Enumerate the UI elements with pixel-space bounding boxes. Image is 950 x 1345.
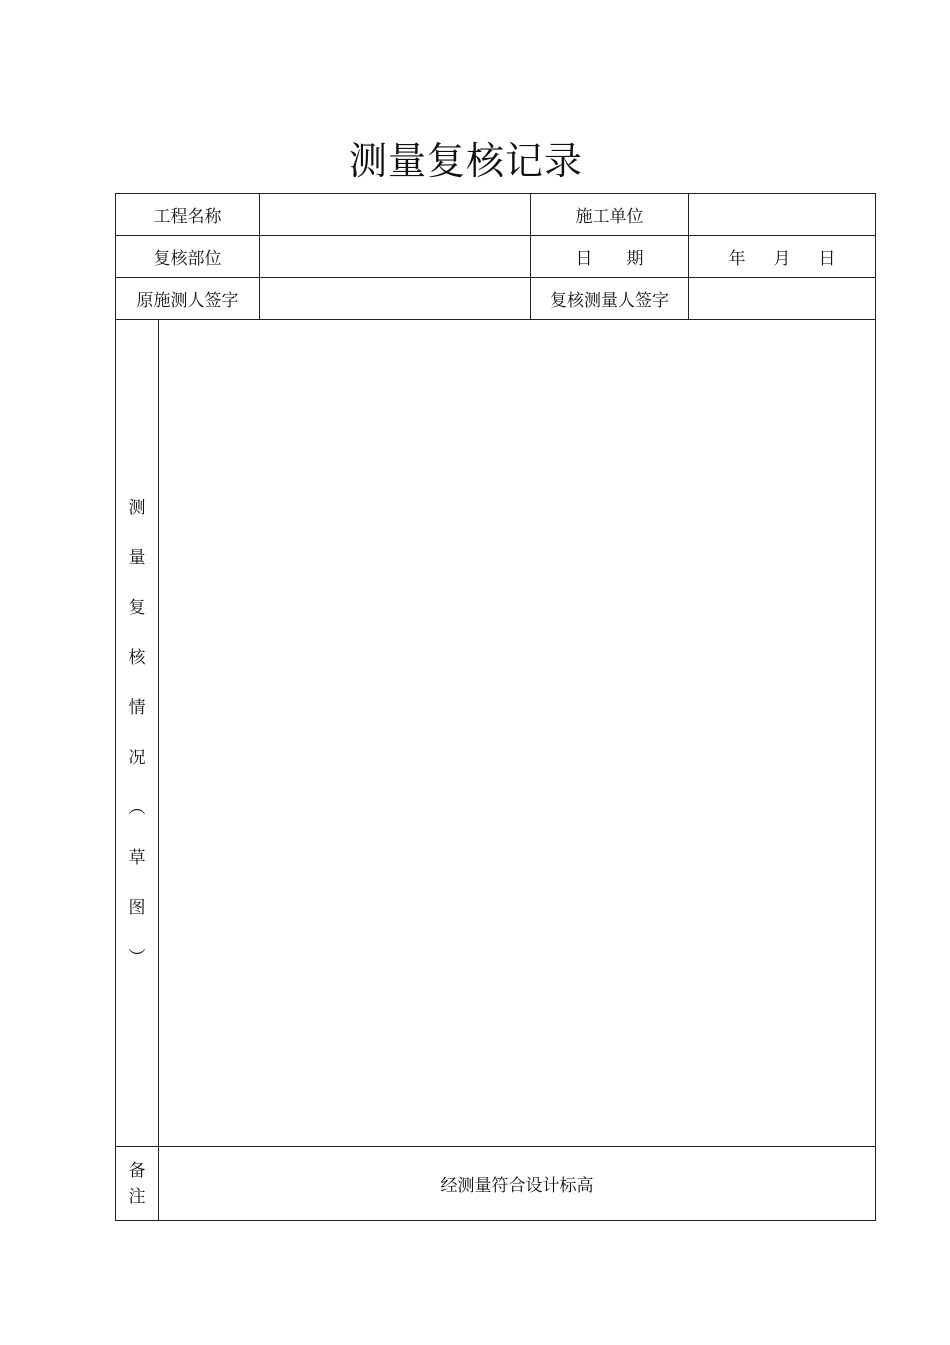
reviewer-label: 复核测量人签字 <box>531 278 689 320</box>
row-signatures <box>116 278 876 320</box>
date-label-char-2: 期 <box>626 249 644 269</box>
row-remarks <box>116 1147 876 1221</box>
review-label-char: 况 <box>128 748 146 768</box>
date-field[interactable] <box>689 236 876 278</box>
original-surveyor-signature-field[interactable] <box>260 278 531 320</box>
review-label-char: 测 <box>128 498 146 518</box>
remarks-label-chars <box>116 1158 158 1210</box>
review-details-area[interactable] <box>159 320 876 1147</box>
row-project <box>116 194 876 236</box>
remarks-label <box>116 1147 159 1221</box>
review-label-char: 图 <box>128 898 146 918</box>
remarks-label-char: 备 <box>128 1160 146 1181</box>
date-label <box>531 236 689 278</box>
contractor-label: 施工单位 <box>531 194 689 236</box>
review-label-char: 情 <box>128 698 146 718</box>
remarks-text[interactable]: 经测量符合设计标高 <box>159 1147 876 1221</box>
project-name-label: 工程名称 <box>116 194 260 236</box>
date-day: 日 <box>818 249 836 269</box>
review-details-label-chars <box>116 495 158 971</box>
project-name-field[interactable] <box>260 194 531 236</box>
date-label-char-1: 日 <box>575 249 593 269</box>
contractor-field[interactable] <box>689 194 876 236</box>
row-review-details <box>116 320 876 1147</box>
date-month: 月 <box>773 249 791 269</box>
review-part-label: 复核部位 <box>116 236 260 278</box>
review-label-char: 核 <box>128 648 146 668</box>
survey-review-form <box>115 193 876 1221</box>
original-surveyor-label: 原施测人签字 <box>116 278 260 320</box>
review-label-char: ︶ <box>128 948 146 968</box>
review-part-field[interactable] <box>260 236 531 278</box>
review-label-char: 量 <box>128 548 146 568</box>
date-year: 年 <box>728 249 746 269</box>
remarks-label-char: 注 <box>128 1186 146 1207</box>
row-review-part <box>116 236 876 278</box>
reviewer-signature-field[interactable] <box>689 278 876 320</box>
page-title: 测量复核记录 <box>348 139 583 183</box>
review-label-char: 复 <box>128 598 146 618</box>
review-label-char: 草 <box>128 848 146 868</box>
review-label-char: ︵ <box>128 798 146 818</box>
review-details-label <box>116 320 159 1147</box>
